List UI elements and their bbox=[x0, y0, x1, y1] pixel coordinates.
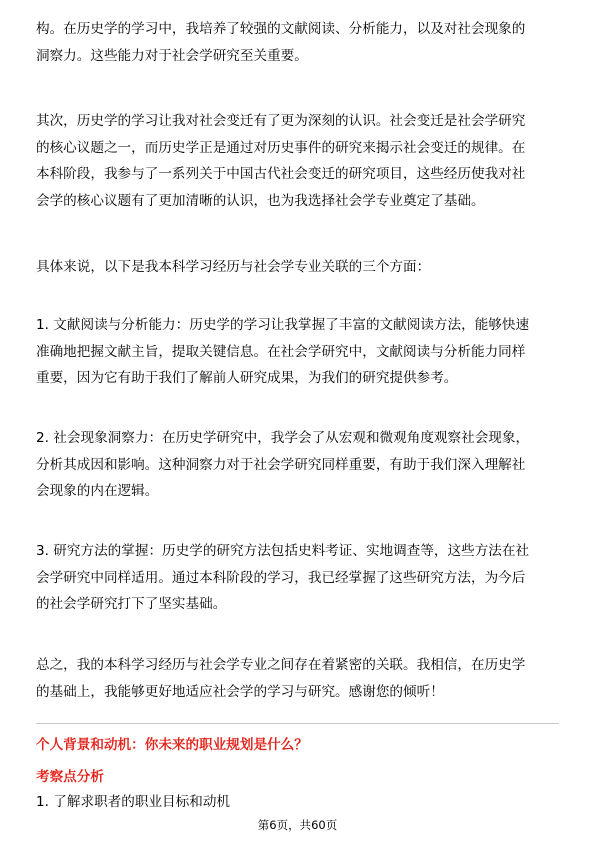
text-line: 3. 研究方法的掌握：历史学的研究方法包括史料考证、实地调查等，这些方法在社 bbox=[36, 543, 530, 559]
text-line: 构。在历史学的学习中，我培养了较强的文献阅读、分析能力，以及对社会现象的 bbox=[36, 21, 526, 37]
analysis-item: 1. 了解求职者的职业目标和动机 bbox=[36, 794, 231, 810]
text-line: 本科阶段，我参与了一系列关于中国古代社会变迁的研究项目，这些经历使我对社 bbox=[36, 166, 526, 182]
paragraph-point-1 bbox=[36, 312, 560, 392]
text-line: 其次，历史学的学习让我对社会变迁有了更为深刻的认识。社会变迁是社会学研究 bbox=[36, 113, 526, 129]
text-line: 分析其成因和影响。这种洞察力对于社会学研究同样重要，有助于我们深入理解社 bbox=[36, 456, 526, 473]
text-line: 会学的核心议题有了更加清晰的认识，也为我选择社会学专业奠定了基础。 bbox=[36, 192, 485, 209]
text-line: 准确地把握文献主旨，提取关键信息。在社会学研究中，文献阅读与分析能力同样 bbox=[36, 343, 526, 360]
paragraph-point-3 bbox=[36, 538, 560, 618]
text-line: 的核心议题之一，而历史学正是通过对历史事件的研究来揭示社会变迁的规律。在 bbox=[36, 139, 526, 156]
text-line: 会现象的内在逻辑。 bbox=[36, 483, 159, 499]
section-divider bbox=[36, 723, 559, 724]
text-line: 重要，因为它有助于我们了解前人研究成果，为我们的研究提供参考。 bbox=[36, 370, 458, 386]
paragraph-three-aspects-intro bbox=[36, 254, 560, 281]
text-line: 的基础上，我能够更好地适应社会学的学习与研究。感谢您的倾听！ bbox=[36, 683, 444, 700]
paragraph-point-2 bbox=[36, 425, 560, 505]
paragraph-social-change bbox=[36, 108, 560, 214]
text-line: 2. 社会现象洞察力：在历史学研究中，我学会了从宏观和微观角度观察社会现象， bbox=[36, 430, 530, 446]
text-line: 具体来说，以下是我本科学习经历与社会学专业关联的三个方面： bbox=[36, 259, 431, 275]
text-line: 会学研究中同样适用。通过本科阶段的学习，我已经掌握了这些研究方法，为今后 bbox=[36, 569, 526, 586]
paragraph-intro-continued bbox=[36, 16, 560, 69]
question-heading: 个人背景和动机：你未来的职业规划是什么？ bbox=[36, 737, 308, 753]
paragraph-conclusion bbox=[36, 652, 560, 705]
text-line: 1. 文献阅读与分析能力：历史学的学习让我掌握了丰富的文献阅读方法，能够快速 bbox=[36, 317, 530, 333]
analysis-heading: 考察点分析 bbox=[36, 769, 104, 785]
text-line: 洞察力。这些能力对于社会学研究至关重要。 bbox=[36, 47, 308, 64]
text-line: 总之，我的本科学习经历与社会学专业之间存在着紧密的关联。我相信，在历史学 bbox=[36, 657, 526, 673]
text-line: 的社会学研究打下了坚实基础。 bbox=[36, 596, 227, 612]
page-footer: 第6页，共60页 bbox=[257, 818, 338, 832]
